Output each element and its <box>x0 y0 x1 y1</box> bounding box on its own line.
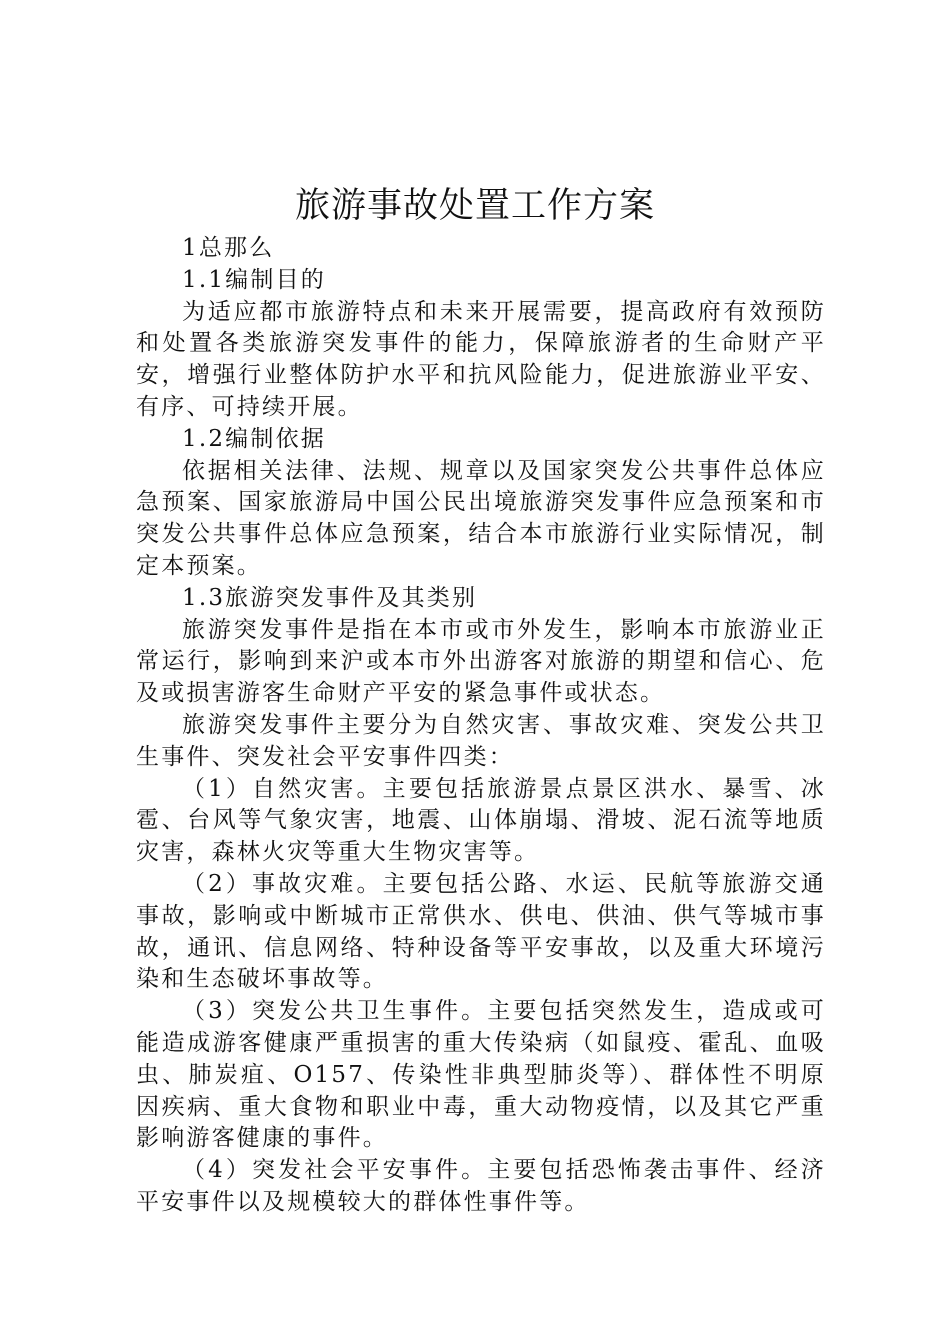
body-paragraph: 依据相关法律、法规、规章以及国家突发公共事件总体应急预案、国家旅游局中国公民出境旅游突发事件应急预案和市突发公共事件总体应急预案，结合本市旅游行业实际情况，制定本预案。 <box>136 457 826 579</box>
body-paragraph: 旅游突发事件主要分为自然灾害、事故灾难、突发公共卫生事件、突发社会平安事件四类： <box>136 711 826 770</box>
list-item: （1）自然灾害。主要包括旅游景点景区洪水、暴雪、冰雹、台风等气象灾害，地震、山体崩塌、滑坡、泥石流等地质灾害，森林火灾等重大生物灾害等。 <box>136 775 826 866</box>
section-heading: 1.1编制目的 <box>182 266 326 293</box>
list-item: （4）突发社会平安事件。主要包括恐怖袭击事件、经济平安事件以及规模较大的群体性事件等。 <box>136 1157 826 1215</box>
list-item: （3）突发公共卫生事件。主要包括突然发生，造成或可能造成游客健康严重损害的重大传染病（如鼠疫、霍乱、血吸虫、肺炭疽、O157、传染性非典型肺炎等）、群体性不明原因疾病、重大食物和职业中毒，重大动物疫情，以及其它严重影响游客健康的事件。 <box>136 998 826 1152</box>
list-item: （2）事故灾难。主要包括公路、水运、民航等旅游交通事故，影响或中断城市正常供水、供电、供油、供气等城市事故，通讯、信息网络、特种设备等平安事故，以及重大环境污染和生态破坏事故等。 <box>136 870 826 993</box>
document-title: 旅游事故处置工作方案 <box>294 186 655 226</box>
section-heading: 1总那么 <box>182 235 275 261</box>
body-paragraph: 为适应都市旅游特点和未来开展需要，提高政府有效预防和处置各类旅游突发事件的能力，保障旅游者的生命财产平安，增强行业整体防护水平和抗风险能力，促进旅游业平安、有序、可持续开展。 <box>136 298 826 420</box>
section-heading: 1.3旅游突发事件及其类别 <box>182 584 478 611</box>
body-paragraph: 旅游突发事件是指在本市或市外发生，影响本市旅游业正常运行，影响到来沪或本市外出游客对旅游的期望和信心、危及或损害游客生命财产平安的紧急事件或状态。 <box>136 616 826 707</box>
section-heading: 1.2编制依据 <box>182 425 326 452</box>
document-body <box>136 233 826 1219</box>
